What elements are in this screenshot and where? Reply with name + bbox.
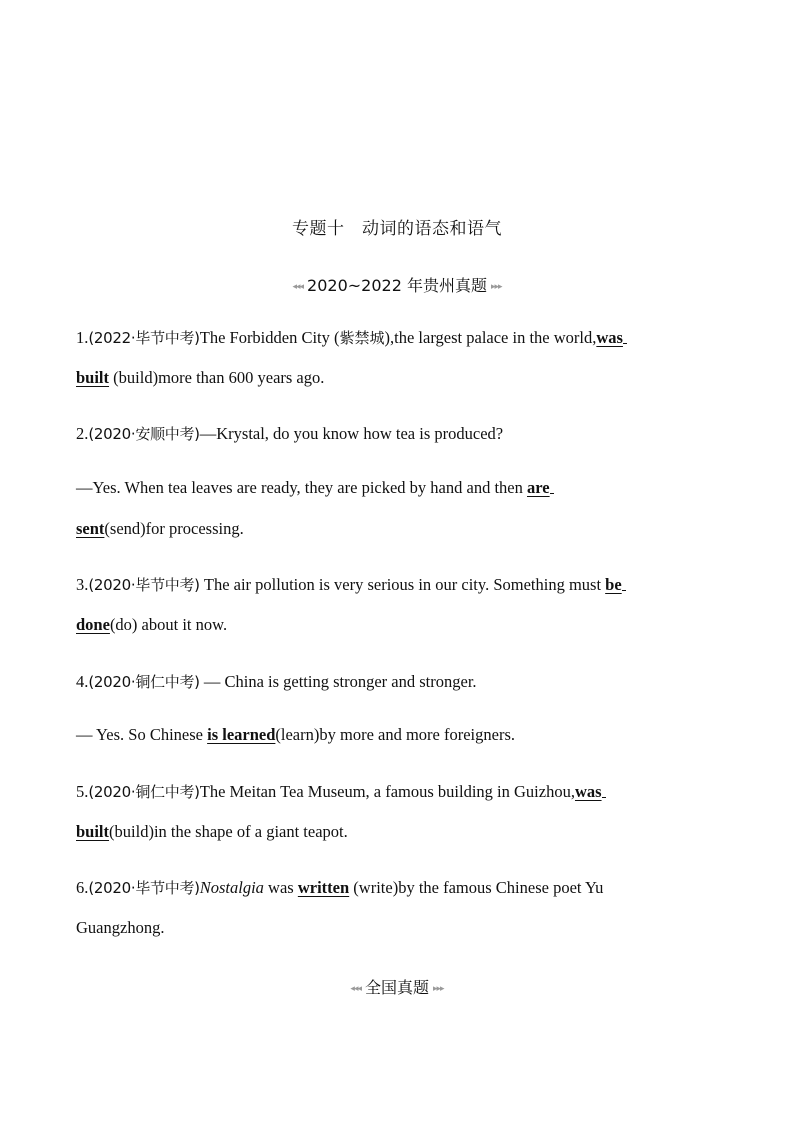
left-arrow-decoration-icon: ◂◂◂ — [292, 282, 304, 292]
answer: built — [76, 822, 110, 841]
question-text: (learn)by more and more foreigners. — [275, 725, 516, 744]
question-2-line-2 — [76, 478, 726, 498]
answer-blank — [550, 479, 554, 494]
question-text: The Meitan Tea Museum, a famous building in Guizhou, — [199, 782, 575, 801]
question-text: — Yes. So Chinese — [76, 725, 208, 744]
question-1-line-1 — [76, 328, 726, 348]
question-text: The air pollution is very serious in our city. Something must — [199, 575, 606, 594]
question-source: (2020·铜仁中考) — [88, 783, 200, 801]
question-text: (write)by the famous Chinese poet Yu — [349, 878, 604, 897]
answer: written — [297, 878, 350, 897]
question-source: (2020·毕节中考) — [88, 576, 200, 594]
answer: done — [76, 615, 110, 634]
section-header-guizhou — [0, 273, 794, 296]
question-3-line-1 — [76, 575, 726, 595]
question-number: 6. — [76, 878, 89, 897]
question-text: (build)in the shape of a giant teapot. — [109, 822, 348, 841]
answer: built — [76, 368, 110, 387]
question-1-line-2 — [76, 368, 726, 388]
question-text: (do) about it now. — [109, 615, 228, 634]
question-text: ),the largest palace in the world, — [384, 328, 597, 347]
question-text: (build)more than 600 years ago. — [109, 368, 325, 387]
question-5-line-1 — [76, 782, 726, 802]
answer: sent — [76, 519, 105, 538]
page-title: 专题十 动词的语态和语气 — [292, 219, 502, 239]
question-2-line-3 — [76, 519, 726, 539]
question-number: 5. — [76, 782, 89, 801]
question-2-line-1 — [76, 424, 726, 444]
answer-blank — [602, 783, 606, 798]
answer: is learned — [207, 725, 276, 744]
question-5-line-2 — [76, 822, 726, 842]
left-arrow-decoration-icon: ◂◂◂ — [350, 984, 361, 994]
question-number: 3. — [76, 575, 89, 594]
section-label: 2020~2022 年贵州真题 — [307, 276, 487, 295]
question-text: — China is getting stronger and stronger. — [199, 672, 477, 691]
question-text: —Yes. When tea leaves are ready, they are picked by hand and then — [76, 478, 527, 497]
question-text: was — [263, 878, 298, 897]
question-text: (send)for processing. — [104, 519, 244, 538]
question-4-line-1 — [76, 672, 726, 692]
question-text: Guangzhong. — [76, 918, 165, 937]
chinese-annotation: 紫禁城 — [339, 329, 385, 347]
question-6-line-2 — [76, 918, 726, 938]
question-6-line-1 — [76, 878, 726, 898]
section-header-national — [0, 975, 794, 998]
answer: be — [605, 575, 622, 594]
section-label: 全国真题 — [364, 978, 429, 997]
answer: are — [527, 478, 550, 497]
answer: was — [574, 782, 602, 801]
question-source: (2022·毕节中考) — [88, 329, 200, 347]
question-source: (2020·安顺中考) — [88, 425, 200, 443]
question-text: The Forbidden City ( — [199, 328, 340, 347]
question-source: (2020·毕节中考) — [88, 879, 200, 897]
right-arrow-decoration-icon: ▸▸▸ — [490, 282, 502, 292]
question-3-line-2 — [76, 615, 726, 635]
question-number: 2. — [76, 424, 89, 443]
answer: was — [596, 328, 623, 347]
answer-blank — [623, 329, 627, 344]
question-4-line-2 — [76, 725, 726, 745]
question-number: 4. — [76, 672, 89, 691]
answer-blank — [622, 576, 626, 591]
italic-title: Nostalgia — [199, 878, 264, 897]
right-arrow-decoration-icon: ▸▸▸ — [433, 984, 444, 994]
question-number: 1. — [76, 328, 89, 347]
question-source: (2020·铜仁中考) — [88, 673, 200, 691]
question-text: —Krystal, do you know how tea is produced? — [199, 424, 504, 443]
